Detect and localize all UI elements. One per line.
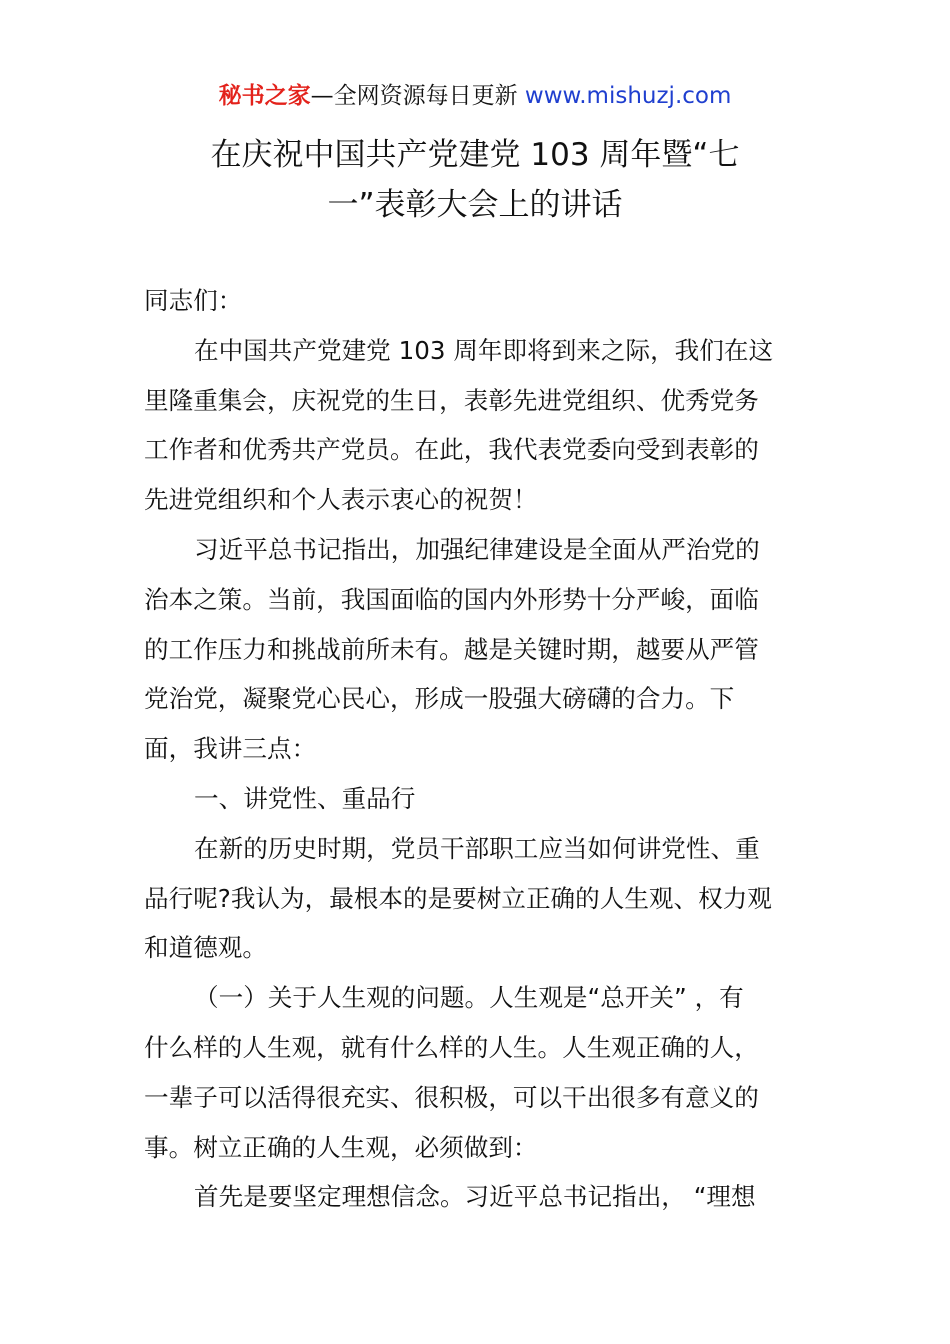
title-line: 在庆祝中国共产党建党 103 周年暨“七 xyxy=(210,137,740,173)
paragraph-line: 面，我讲三点： xyxy=(144,734,317,764)
paragraph-line: 品行呢?我认为，最根本的是要树立正确的人生观、权力观 xyxy=(144,883,772,913)
site-slogan: —全网资源每日更新 xyxy=(310,83,525,109)
site-header xyxy=(0,80,950,112)
document-title xyxy=(120,130,830,230)
paragraph-line: 首先是要坚定理想信念。习近平总书记指出， “理想 xyxy=(194,1182,756,1212)
paragraph-line: 和道德观。 xyxy=(144,933,267,963)
site-name: 秘书之家 xyxy=(218,83,311,109)
section-heading: 一、讲党性、重品行 xyxy=(194,783,416,813)
title-line: 一”表彰大会上的讲话 xyxy=(327,187,623,223)
paragraph-line: 的工作压力和挑战前所未有。越是关键时期，越要从严管 xyxy=(144,634,759,664)
paragraph-line: 一辈子可以活得很充实、很积极，可以干出很多有意义的 xyxy=(144,1082,759,1112)
paragraph-line: 习近平总书记指出，加强纪律建设是全面从严治党的 xyxy=(194,534,760,564)
paragraph-line: 什么样的人生观，就有什么样的人生。人生观正确的人， xyxy=(144,1032,759,1062)
paragraph-line: （一）关于人生观的问题。人生观是“总开关” ，有 xyxy=(194,983,744,1013)
salutation: 同志们： xyxy=(144,286,243,315)
paragraph-line: 里隆重集会，庆祝党的生日，表彰先进党组织、优秀党务 xyxy=(144,385,759,415)
paragraph-line: 党治党，凝聚党心民心，形成一股强大磅礴的合力。下 xyxy=(144,684,735,714)
document-body xyxy=(144,276,808,1222)
paragraph-line: 在新的历史时期，党员干部职工应当如何讲党性、重 xyxy=(194,833,760,863)
paragraph-line: 治本之策。当前，我国面临的国内外形势十分严峻，面临 xyxy=(144,584,759,614)
paragraph-line: 工作者和优秀共产党员。在此，我代表党委向受到表彰的 xyxy=(144,435,759,465)
paragraph-line: 在中国共产党建党 103 周年即将到来之际，我们在这 xyxy=(194,335,774,365)
paragraph-line: 事。树立正确的人生观，必须做到： xyxy=(144,1132,538,1162)
paragraph-line: 先进党组织和个人表示衷心的祝贺！ xyxy=(144,485,538,515)
site-url-link[interactable]: www.mishuzj.com xyxy=(524,83,732,109)
